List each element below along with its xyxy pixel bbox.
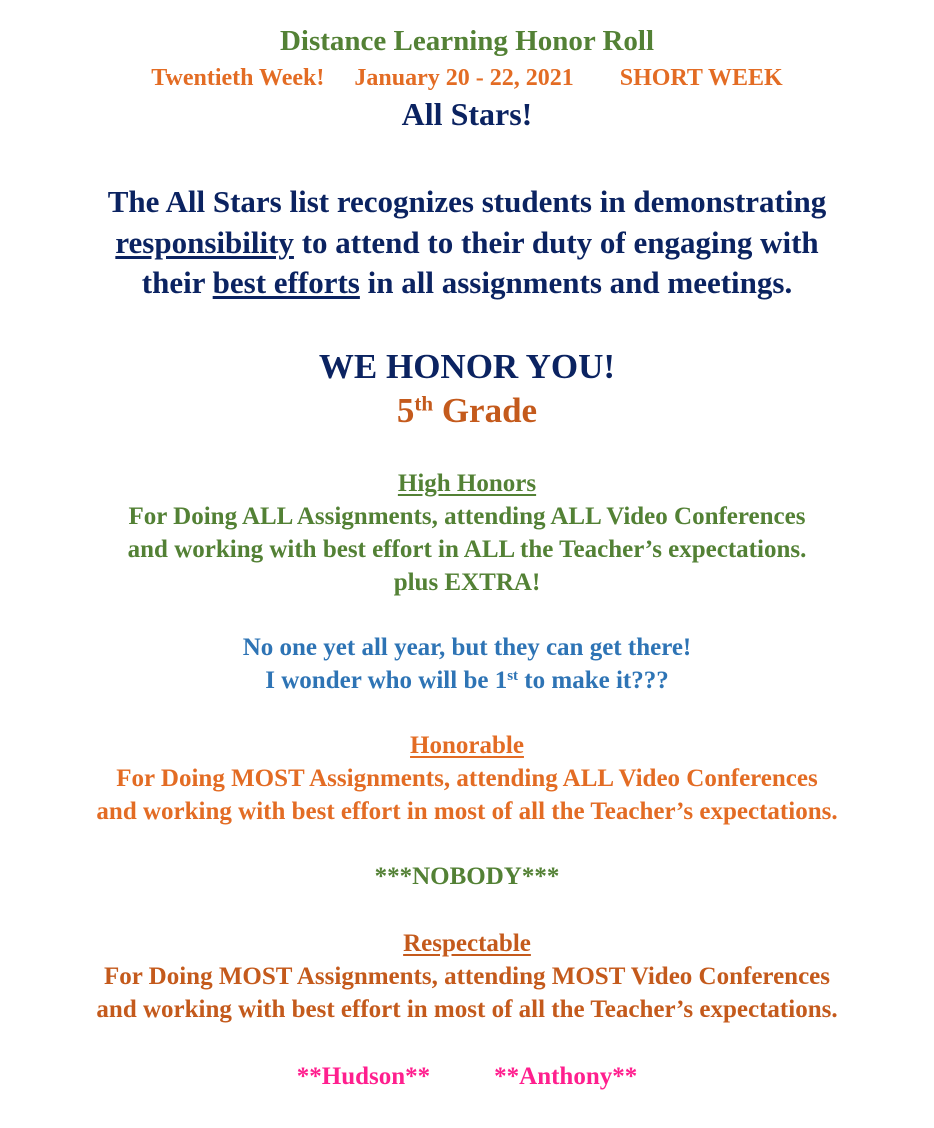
high-honors-criteria-1: For Doing ALL Assignments, attending ALL Video Conferences [128,503,806,530]
respectable-criteria-1: For Doing MOST Assignments, attending MOST Video Conferences [104,963,830,990]
grade-word: Grade [433,391,538,430]
high-honors-title: High Honors [397,470,537,497]
best-efforts-text: best efforts [212,265,360,300]
honorable-criteria-2: and working with best effort in most of all the Teacher’s expectations. [96,798,838,825]
respectable-students [0,1064,934,1089]
grade-suffix: th [414,391,434,416]
respectable-criteria-2: and working with best effort in most of all the Teacher’s expectations. [96,996,838,1023]
grade-heading [0,393,934,428]
intro-line-2 [0,227,934,258]
responsibility-text: responsibility [115,225,294,260]
grade-number: 5 [396,391,415,430]
honorable-title: Honorable [410,732,524,759]
intro-line-3-rest: in all assignments and meetings. [359,265,793,300]
honorable-criteria-1: For Doing MOST Assignments, attending ALL Video Conferences [116,765,818,792]
all-stars-heading: All Stars! [401,96,533,132]
student-name: **Anthony** [494,1063,638,1090]
short-week-label: SHORT WEEK [619,65,783,91]
ordinal-suffix: st [507,667,519,684]
high-honors-criteria-2: and working with best effort in ALL the Teacher’s expectations. [127,536,807,563]
week-label: Twentieth Week! [151,65,325,91]
week-line [0,66,934,90]
intro-line-2-rest: to attend to their duty of engaging with [293,225,819,260]
intro-line-1: The All Stars list recognizes students in demonstrating [107,184,827,219]
respectable-title: Respectable [403,930,531,957]
high-honors-note-2: I wonder who will be 1st to make it??? [265,667,669,694]
week-dates: January 20 - 22, 2021 [354,65,574,91]
honorable-students: ***NOBODY*** [374,863,560,890]
high-honors-criteria-3: plus EXTRA! [393,569,541,596]
we-honor-you-heading: WE HONOR YOU! [318,347,616,386]
document-title: Distance Learning Honor Roll [279,25,655,57]
intro-line-3-start: their [141,265,213,300]
student-name: **Hudson** [296,1063,431,1090]
high-honors-note-1: No one yet all year, but they can get there! [242,634,692,661]
intro-line-3 [0,267,934,298]
